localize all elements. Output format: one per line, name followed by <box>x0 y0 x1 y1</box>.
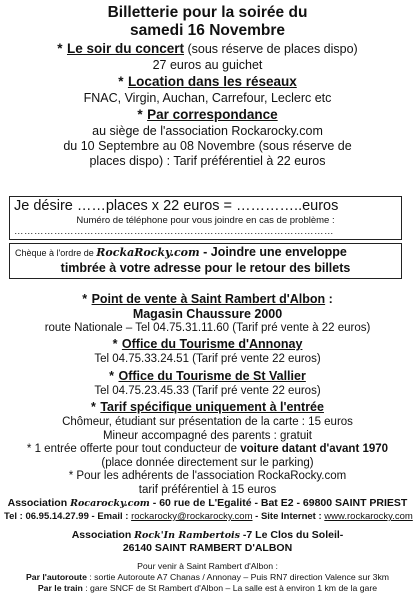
rockarocky-logo-text: RockaRocky.com <box>96 246 200 259</box>
correspondance-heading: Par correspondance <box>147 107 278 122</box>
vallier-heading: Office du Tourisme de St Vallier <box>118 368 306 383</box>
rambert-details: route Nationale – Tel 04.75.31.11.60 (Tarif pré vente à 22 euros) <box>44 321 371 334</box>
email-label: - Email : <box>88 511 132 522</box>
rambert-colon: : <box>325 292 333 306</box>
rambert-heading-row <box>4 290 411 308</box>
vallier-heading-row <box>4 367 411 385</box>
offer-prefix: * 1 entrée offerte pour tout conducteur de <box>26 443 241 455</box>
concert-bullet: * <box>57 41 63 56</box>
train-label: Par le train <box>37 583 83 593</box>
tarif-entree-heading: Tarif spécifique uniquement à l'entrée <box>100 400 324 414</box>
cheque-prefix: Chèque à l'ordre de <box>15 248 97 258</box>
cheque-suffix: - Joindre une enveloppe <box>199 245 347 259</box>
annonay-details: Tel 04.75.33.24.51 (Tarif pré vente 22 euros) <box>94 353 321 365</box>
association1-label: Association <box>7 497 71 509</box>
tarif-entree-bullet: * <box>91 400 96 414</box>
route-text: : sortie Autoroute A7 Chanas / Annonay – Puis RN7 direction Valence sur 3km <box>86 572 390 582</box>
correspondance-line3: places dispo) : Tarif préférentiel à 22 euros <box>89 154 326 168</box>
tarif-entree-line1: Chômeur, étudiant sur présentation de la carte : 15 euros <box>62 416 353 428</box>
correspondance-line2: du 10 Septembre au 08 Novembre (sous réserve de <box>63 139 352 153</box>
offer-bold: voiture datant d'avant 1970 <box>240 443 389 455</box>
rambert-bullet: * <box>82 292 88 306</box>
tel-label: Tel : <box>4 511 26 522</box>
vintage-car-offer-line1 <box>4 443 411 457</box>
annonay-heading: Office du Tourisme d'Annonay <box>121 337 303 351</box>
ticketing-info-section <box>4 4 411 169</box>
phone-label: Numéro de téléphone pour vous joindre en cas de problème : <box>76 215 335 226</box>
cheque-line1 <box>10 244 401 261</box>
vallier-details: Tel 04.75.23.45.33 (Tarif pré vente 22 euros) <box>94 384 321 397</box>
vallier-bullet: * <box>109 368 115 383</box>
reseaux-heading-row <box>4 73 411 91</box>
rockin-rambertois-brand-text: Rock'In Rambertois <box>134 530 241 541</box>
rocarocky-brand-text: Rocarocky.com <box>70 498 150 509</box>
concert-price: 27 euros au guichet <box>152 58 263 72</box>
directions-route <box>4 572 411 583</box>
email-link[interactable]: rockarocky@rockarocky.com <box>131 511 253 522</box>
correspondance-line1: au siège de l'association Rockarocky.com <box>92 124 323 138</box>
tarif-entree-heading-row <box>4 398 411 416</box>
contact-line <box>4 510 411 523</box>
annonay-bullet: * <box>112 337 118 351</box>
correspondance-bullet: * <box>137 107 143 122</box>
footer-section <box>4 497 411 594</box>
concert-heading: Le soir du concert <box>66 41 185 56</box>
concert-note: (sous réserve de places dispo) <box>184 42 358 56</box>
association2-address <box>4 529 411 542</box>
sales-points-section <box>4 290 411 497</box>
association1-street: - 60 rue de L'Egalité - Bat E2 - 69800 SAINT PRIEST <box>149 497 408 509</box>
reseaux-bullet: * <box>118 74 124 89</box>
annonay-heading-row <box>4 335 411 353</box>
tel-number: 06.95.14.27.99 <box>25 511 89 522</box>
train-text: : gare SNCF de St Rambert d'Albon – La salle est à environ 1 km de la gare <box>82 583 378 593</box>
reseaux-shops: FNAC, Virgin, Auchan, Carrefour, Leclerc etc <box>83 91 332 105</box>
flyer-title-line2: samedi 16 Novembre <box>129 22 286 39</box>
cheque-box <box>9 243 402 279</box>
association2-street: -7 Le Clos du Soleil- <box>240 529 344 541</box>
site-label: - Site Internet : <box>252 511 325 522</box>
rambert-shop: Magasin Chaussure 2000 <box>132 307 283 321</box>
directions-intro: Pour venir à Saint Rambert d'Albon : <box>137 561 278 571</box>
association2-city: 26140 SAINT RAMBERT D'ALBON <box>122 542 293 554</box>
members-line1: * Pour les adhérents de l'association RockaRocky.com <box>68 470 347 482</box>
concert-night-block <box>4 40 411 58</box>
flyer-title-line1: Billetterie pour la soirée du <box>107 4 308 21</box>
order-quantity-line[interactable]: Je désire ……places x 22 euros = …………..euros <box>14 198 339 214</box>
flyer-title <box>4 4 411 40</box>
directions-train <box>4 583 411 594</box>
website-link[interactable]: www.rockarocky.com <box>324 511 413 522</box>
association1-address <box>4 497 411 510</box>
association2-label: Association <box>71 529 135 541</box>
order-form-box <box>9 196 402 240</box>
route-label: Par l'autoroute <box>25 572 87 582</box>
tarif-entree-line2: Mineur accompagné des parents : gratuit <box>102 429 313 442</box>
correspondance-heading-row <box>4 106 411 124</box>
vintage-car-offer-line2: (place donnée directement sur le parking) <box>101 456 314 469</box>
phone-dotted-line[interactable]: …………………………………………………………………………………… <box>14 227 334 237</box>
cheque-line2: timbrée à votre adresse pour le retour des billets <box>60 261 351 275</box>
reseaux-heading: Location dans les réseaux <box>127 74 297 89</box>
rambert-heading: Point de vente à Saint Rambert d'Albon <box>91 292 326 306</box>
members-line2: tarif préférentiel à 15 euros <box>138 483 277 496</box>
